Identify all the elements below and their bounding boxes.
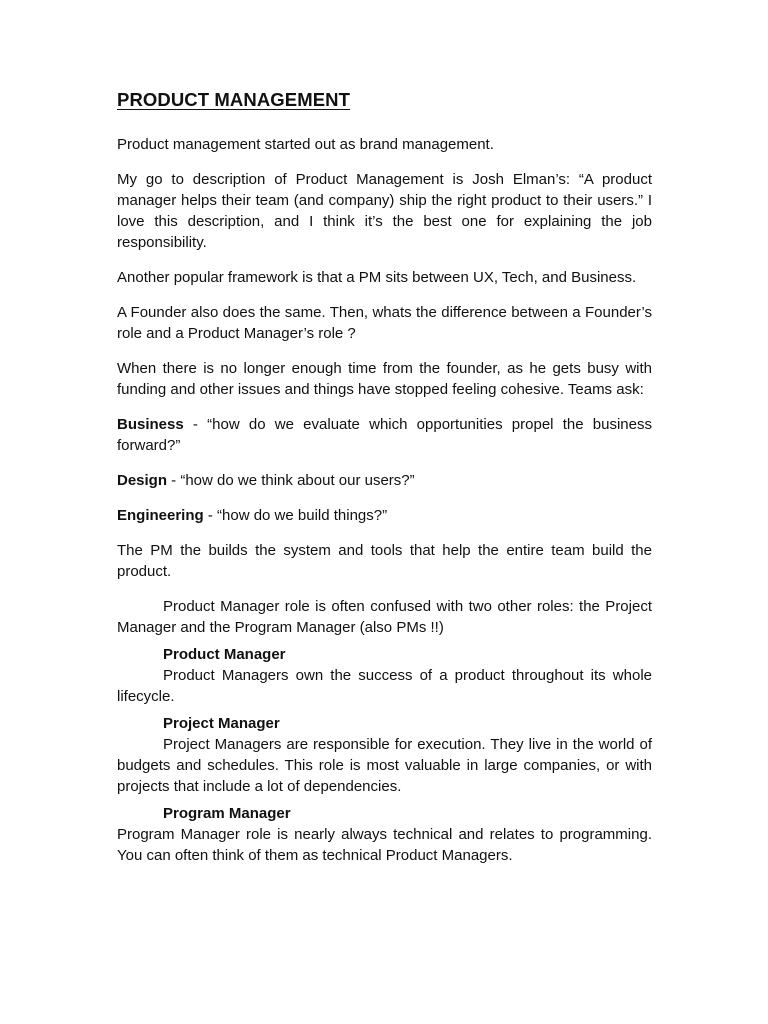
page-title: PRODUCT MANAGEMENT — [117, 89, 351, 110]
document-body — [117, 88, 652, 866]
role-desc-product: Product Managers own the success of a product throughout its whole lifecycle. — [117, 667, 652, 705]
question-business-text: - “how do we evaluate which opportunities propel the business forward?” — [117, 416, 652, 454]
question-engineering — [117, 505, 652, 526]
role-title-program: Program Manager — [163, 805, 291, 822]
paragraph-summary: The PM the builds the system and tools that help the entire team build the product. — [117, 542, 652, 580]
role-title-project: Project Manager — [163, 715, 280, 732]
question-design-text: - “how do we think about our users?” — [167, 472, 415, 489]
paragraph-framework: Another popular framework is that a PM sits between UX, Tech, and Business. — [117, 269, 637, 286]
question-engineering-text: - “how do we build things?” — [203, 507, 388, 524]
paragraph-roles-intro: Product Manager role is often confused with two other roles: the Project Manager and the Program Manager (also PMs !!) — [117, 598, 652, 636]
role-desc-project: Project Managers are responsible for execution. They live in the world of budgets and schedules. This role is most valuable in large companies, or with projects that include a lot of dependencies. — [117, 736, 652, 795]
question-business-label: Business — [117, 416, 184, 433]
role-title-product: Product Manager — [163, 646, 286, 663]
role-desc-program: Program Manager role is nearly always technical and relates to programming. You can often think of them as technical Product Managers. — [117, 826, 652, 864]
question-engineering-label: Engineering — [117, 507, 204, 524]
question-design — [117, 470, 652, 491]
question-business — [117, 414, 652, 456]
paragraph-origin: Product management started out as brand management. — [117, 136, 494, 153]
paragraph-teams-ask: When there is no longer enough time from the founder, as he gets busy with funding and other issues and things have stopped feeling cohesive. Teams ask: — [117, 360, 652, 398]
question-design-label: Design — [117, 472, 168, 489]
paragraph-founder: A Founder also does the same. Then, whats the difference between a Founder’s role and a Product Manager’s role ? — [117, 304, 652, 342]
paragraph-definition: My go to description of Product Management is Josh Elman’s: “A product manager helps their team (and company) ship the right product to their users.” I love this description, and I think it’s the best one for explaining the job responsibility. — [117, 171, 652, 251]
